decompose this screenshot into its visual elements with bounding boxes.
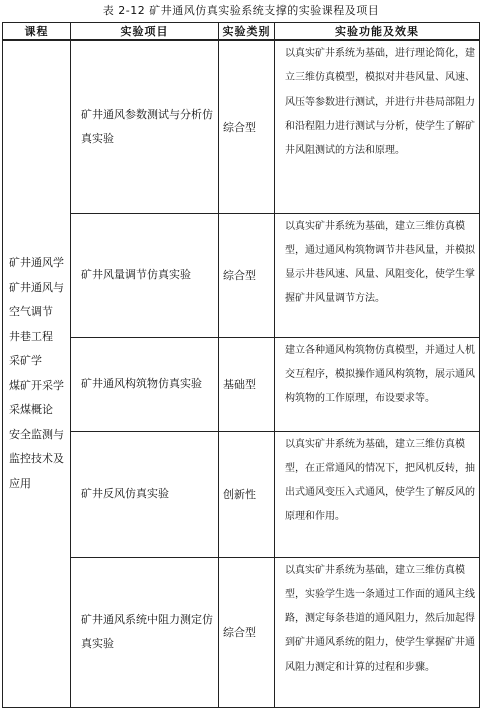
header-function: 实验功能及效果 (275, 23, 480, 41)
experiment-type: 创新性 (219, 431, 275, 557)
experiment-type: 综合型 (219, 557, 275, 707)
experiment-description: 以真实矿井系统为基础，进行理论简化，建立三维仿真模型，模拟对井巷风量、风速、风压等参数进行测试，并进行井巷局部阻力和沿程阻力进行测试与分析，使学生了解矿井风阻测试的方法和原理。 (275, 40, 480, 213)
course-item: 煤矿开采学 (9, 378, 64, 392)
table-caption: 表 2-12 矿井通风仿真实验系统支撑的实验课程及项目 (102, 4, 380, 17)
course-item: 井巷工程 (9, 329, 53, 343)
experiment-type: 基础型 (219, 337, 275, 431)
project-name: 矿井风量调节仿真实验 (71, 213, 219, 337)
course-item: 安全监测与 (9, 427, 64, 441)
experiment-description: 以真实矿井系统为基础，建立三维仿真模型，实验学生选一条通过工作面的通风主线路，测定每条巷道的通风阻力，然后加起得到矿井通风系统的阻力，使学生掌握矿井通风阻力测定和计算的过程和步骤。 (275, 557, 480, 707)
header-type: 实验类别 (219, 23, 275, 41)
header-project: 实验项目 (71, 23, 219, 41)
course-item: 监控技术及 (9, 452, 64, 466)
course-item: 矿井通风学 (9, 256, 64, 270)
project-name: 矿井反风仿真实验 (71, 431, 219, 557)
experiment-type: 综合型 (219, 40, 275, 213)
experiment-table (2, 22, 480, 708)
table-row (3, 337, 480, 431)
project-name: 矿井通风参数测试与分析仿真实验 (71, 40, 219, 213)
table-row (3, 213, 480, 337)
course-item: 空气调节 (9, 305, 53, 319)
course-item: 采煤概论 (9, 403, 53, 417)
project-name: 矿井通风系统中阻力测定仿真实验 (71, 557, 219, 707)
table-row (3, 431, 480, 557)
experiment-description: 以真实矿井系统为基础，建立三维仿真模型，通过通风构筑物调节井巷风量，并模拟显示井巷风速、风量、风阻变化，使学生掌握矿井风量调节方法。 (275, 213, 480, 337)
course-item: 采矿学 (9, 354, 42, 368)
experiment-type: 综合型 (219, 213, 275, 337)
project-name: 矿井通风构筑物仿真实验 (71, 337, 219, 431)
table-row (3, 557, 480, 707)
table-header-row (3, 23, 480, 41)
experiment-description: 以真实矿井系统为基础，建立三维仿真模型，在正常通风的情况下，把风机反转，抽出式通风变压入式通风，使学生了解反风的原理和作用。 (275, 431, 480, 557)
header-course: 课程 (3, 23, 71, 41)
course-item: 应用 (9, 476, 31, 490)
course-list-cell (3, 40, 71, 707)
course-item: 矿井通风与 (9, 280, 64, 294)
table-row (3, 40, 480, 213)
experiment-description: 建立各种通风构筑物仿真模型，并通过人机交互程序，模拟操作通风构筑物，展示通风构筑物的工作原理，布设要求等。 (275, 337, 480, 431)
